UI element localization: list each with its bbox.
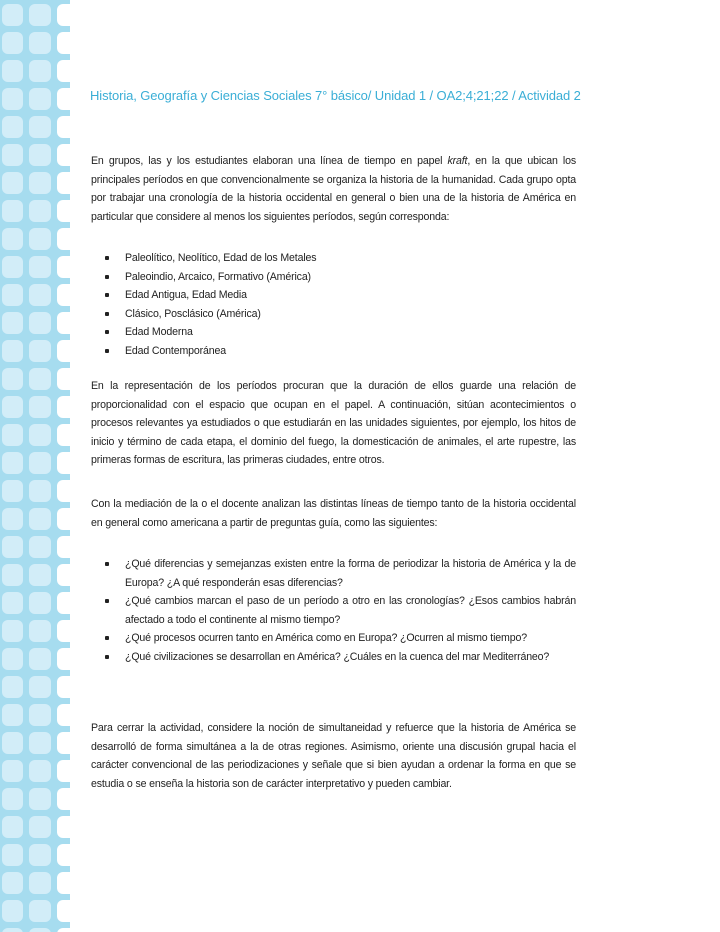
periods-list — [91, 249, 576, 360]
list-item: ¿Qué diferencias y semejanzas existen entre la forma de periodizar la historia de América y la de Europa? ¿A qué responderán esas diferencias? — [91, 555, 576, 592]
representation-paragraph: En la representación de los períodos procuran que la duración de ellos guarde una relación de proporcionalidad con el espacio que ocupan en el papel. A continuación, sitúan acontecimientos o procesos relevantes ya estudiados o que estudiarán en las unidades siguientes, por ejemplo, los hitos de inicio y término de cada etapa, el dominio del fuego, la domesticación de animales, el arte rupestre, las primeras formas de escritura, las primeras ciudades, entre otros. — [91, 380, 576, 466]
page-header-title: Historia, Geografía y Ciencias Sociales 7° básico/ Unidad 1 / OA2;4;21;22 / Actividad 2 — [90, 88, 581, 103]
decorative-side-strip — [0, 0, 72, 932]
intro-paragraph — [91, 152, 576, 226]
list-item: Clásico, Posclásico (América) — [91, 305, 576, 324]
list-item: Paleoindio, Arcaico, Formativo (América) — [91, 268, 576, 287]
list-item: ¿Qué procesos ocurren tanto en América como en Europa? ¿Ocurren al mismo tiempo? — [91, 629, 576, 648]
kraft-italic: kraft — [447, 155, 468, 167]
list-item: ¿Qué cambios marcan el paso de un período a otro en las cronologías? ¿Esos cambios habrán afectado a todo el continente al mismo tiempo? — [91, 592, 576, 629]
list-item: Edad Contemporánea — [91, 342, 576, 361]
closing-paragraph: Para cerrar la actividad, considere la noción de simultaneidad y refuerce que la historia de América se desarrolló de forma simultánea a la de otras regiones. Asimismo, oriente una discusión grupal hacia el carácter convencional de las periodizaciones y señale que si bien ayudan a ordenar la forma en que se estudia o se enseña la historia son de carácter interpretativo y pueden cambiar. — [91, 722, 576, 790]
list-item: Edad Antigua, Edad Media — [91, 286, 576, 305]
intro-text-cont: , en la que ubican los principales períodos en que convencionalmente se organiza la historia de la humanidad. Cada grupo opta por trabajar una cronología de la historia occidental en general o bien una de la historia de América en particular que considere al menos los siguientes períodos, según corresponda: — [91, 155, 577, 223]
mediation-paragraph: Con la mediación de la o el docente analizan las distintas líneas de tiempo tanto de la historia occidental en general como americana a partir de preguntas guía, como las siguientes: — [91, 498, 576, 529]
list-item: ¿Qué civilizaciones se desarrollan en América? ¿Cuáles en la cuenca del mar Mediterráneo? — [91, 648, 576, 667]
intro-text: En grupos, las y los estudiantes elaboran una línea de tiempo en papel — [91, 155, 448, 167]
list-item: Edad Moderna — [91, 323, 576, 342]
list-item: Paleolítico, Neolítico, Edad de los Metales — [91, 249, 576, 268]
questions-list — [91, 555, 576, 666]
